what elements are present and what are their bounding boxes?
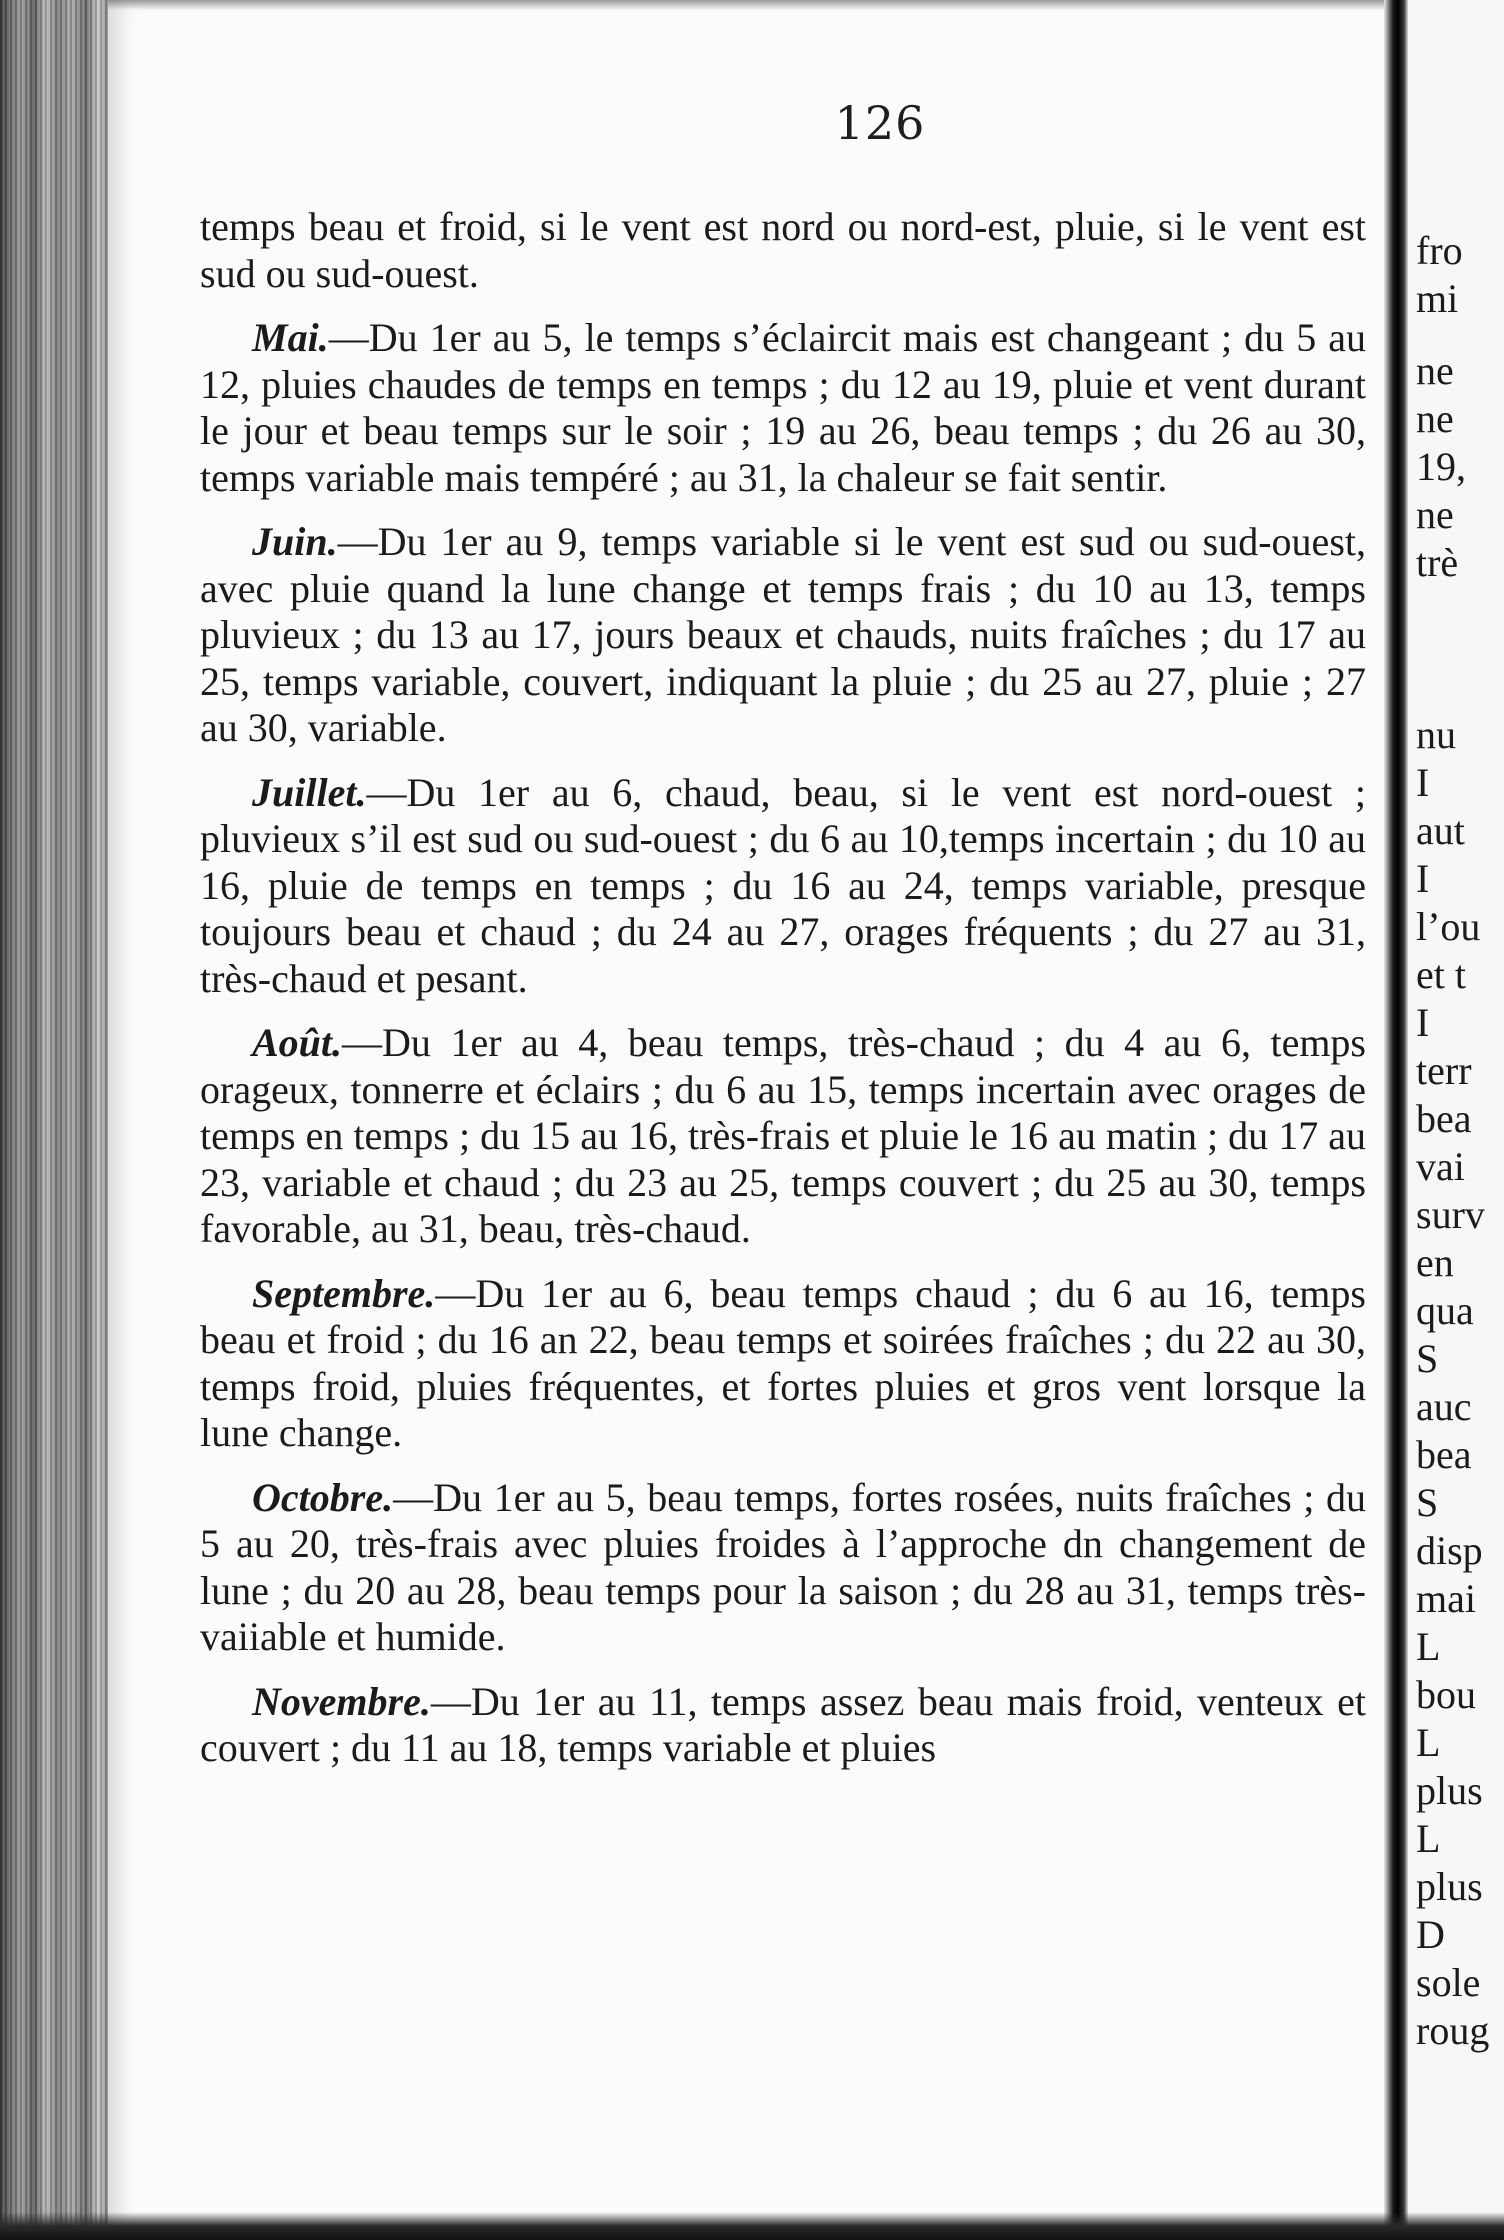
facing-page-fragment: ne [1416,396,1454,441]
paragraph-octobre [200,1475,1366,1661]
paragraph-text: —Du 1er au 9, temps variable si le vent est sud ou sud-ouest, avec pluie quand la lune change et temps frais ; du 10 au 13, temps pluvieux ; du 13 au 17, jours beaux et chauds, nuits fraîches ; du 17 au 25, temps variable, couvert, indiquant la pluie ; du 25 au 27, pluie ; 27 au 30, variable. [200,519,1366,750]
page-body [200,204,1366,1790]
month-heading: Août. [252,1020,343,1065]
facing-page-fragment: vai [1416,1144,1465,1189]
paragraph-novembre [200,1679,1366,1772]
facing-page-fragment: en [1416,1240,1454,1285]
facing-page-fragment: disp [1416,1528,1483,1573]
facing-page-fragment: qua [1416,1288,1474,1333]
paragraph-septembre [200,1271,1366,1457]
facing-page-fragment: D [1416,1912,1445,1957]
facing-page-fragment: fro [1416,228,1463,273]
facing-page-fragment: trè [1416,540,1459,585]
facing-page-fragment: ne [1416,348,1454,393]
facing-page-fragment: mi [1416,276,1459,321]
paragraph-juin [200,519,1366,752]
page-number: 126 [834,96,926,150]
facing-page-fragment: plus [1416,1864,1483,1909]
month-heading: Mai. [252,315,329,360]
facing-page-fragment: S [1416,1336,1439,1381]
paragraph-text: —Du 1er au 5, beau temps, fortes rosées, nuits fraîches ; du 5 au 20, très-frais avec pluies froides à l’approche dn changement de lune ; du 20 au 28, beau temps pour la saison ; du 28 au 31, temps très-vaiiable et humide. [200,1474,1366,1659]
facing-page-fragment: L [1416,1624,1441,1669]
paragraph-text: —Du 1er au 11, temps assez beau mais froid, venteux et couvert ; du 11 au 18, temps variable et pluies [200,1678,1366,1770]
spine-texture [0,0,108,2240]
facing-page-fragment: mai [1416,1576,1476,1621]
paragraph-text: temps beau et froid, si le vent est nord ou nord-est, pluie, si le vent est sud ou sud-ouest. [200,204,1366,296]
paragraph-text: —Du 1er au 4, beau temps, très-chaud ; du 4 au 6, temps orageux, tonnerre et éclairs ; du 6 au 15, temps incertain avec orages de temps en temps ; du 15 au 16, très-frais et pluie le 16 au matin ; du 17 au 23, variable et chaud ; du 23 au 25, temps couvert ; du 25 au 30, temps favorable, au 31, beau, très-chaud. [200,1020,1366,1251]
facing-page-fragment: S [1416,1480,1439,1525]
facing-page-fragment: L [1416,1720,1441,1765]
facing-page-fragment: ne [1416,492,1454,537]
facing-page-fragment: aut [1416,808,1465,853]
page-top-shadow [108,0,1408,10]
month-heading: Octobre. [252,1474,394,1520]
facing-page-fragment: roug [1416,2008,1490,2053]
facing-page-fragment: et t [1416,952,1466,997]
month-heading: Juin. [252,519,338,564]
facing-page-fragment: 19, [1416,444,1466,489]
facing-page-fragment: surv [1416,1192,1485,1237]
facing-page-fragment: bea [1416,1432,1472,1477]
scan-bottom-edge [0,2212,1504,2240]
facing-page-fragment: I [1416,760,1430,805]
facing-page-fragment: nu [1416,712,1456,757]
paragraph-mai [200,315,1366,501]
facing-page [1408,0,1504,2240]
month-heading: Septembre. [252,1270,436,1316]
facing-page-fragment: plus [1416,1768,1483,1813]
page-gutter [1384,0,1408,2240]
paragraph-text: —Du 1er au 6, beau temps chaud ; du 6 au 16, temps beau et froid ; du 16 an 22, beau temps et soirées fraîches ; du 22 au 30, temps froid, pluies fréquentes, et fortes pluies et gros vent lorsque la lune change. [200,1270,1366,1455]
paragraph-text: —Du 1er au 5, le temps s’éclaircit mais est changeant ; du 5 au 12, pluies chaudes de temps en temps ; du 12 au 19, pluie et vent durant le jour et beau temps sur le soir ; 19 au 26, beau temps ; du 26 au 30, temps variable mais tempéré ; au 31, la chaleur se fait sentir. [200,315,1366,500]
paragraph-juillet [200,770,1366,1003]
facing-page-fragment: terr [1416,1048,1472,1093]
paragraph-continuation [200,204,1366,297]
facing-page-fragment: I [1416,1000,1430,1045]
facing-page-fragment: bou [1416,1672,1476,1717]
month-heading: Juillet. [252,769,367,815]
facing-page-fragment: I [1416,856,1430,901]
month-heading: Novembre. [252,1678,431,1724]
facing-page-fragment: l’ou [1416,904,1481,949]
paragraph-aout [200,1020,1366,1253]
paragraph-text: —Du 1er au 6, chaud, beau, si le vent est nord-ouest ; pluvieux s’il est sud ou sud-ouest ; du 6 au 10,temps incertain ; du 10 au 16, pluie de temps en temps ; du 16 au 24, temps variable, presque toujours beau et chaud ; du 24 au 27, orages fréquents ; du 27 au 31, très-chaud et pesant. [200,769,1366,1001]
facing-page-fragment: auc [1416,1384,1472,1429]
facing-page-fragment: bea [1416,1096,1472,1141]
facing-page-fragment: sole [1416,1960,1481,2005]
facing-page-fragment: L [1416,1816,1441,1861]
